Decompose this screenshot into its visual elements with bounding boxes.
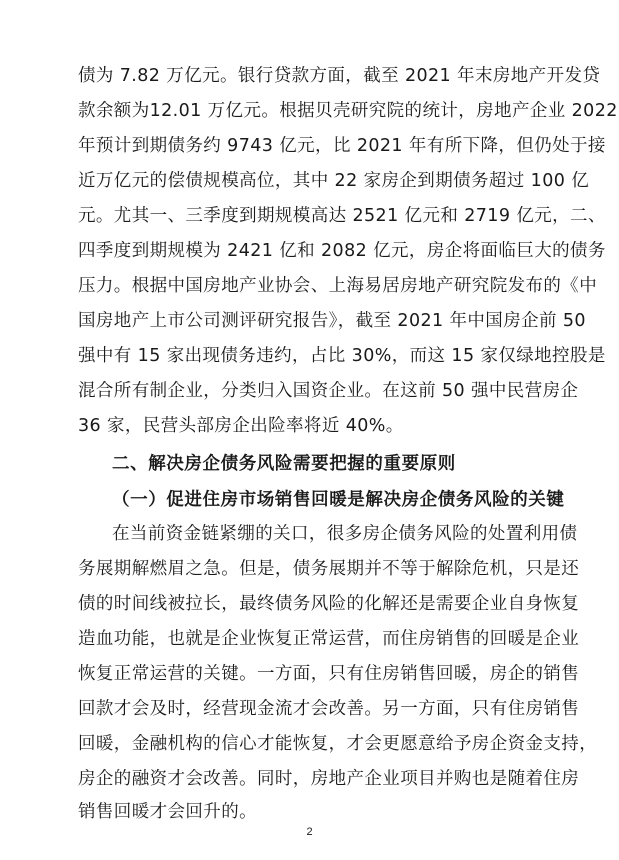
text-line: 回暖，金融机构的信心才能恢复，才会更愿意给予房企资金支持， <box>78 734 598 754</box>
text-line: 回款才会及时，经营现金流才会改善。另一方面，只有住房销售 <box>78 699 580 719</box>
text-line: 销售回暖才会回升的。 <box>78 802 257 822</box>
text-line: 近万亿元的偿债规模高位，其中 22 家房企到期债务超过 100 亿 <box>78 171 590 191</box>
text-line: 房企的融资才会改善。同时，房地产企业项目并购也是随着住房 <box>78 769 580 789</box>
text-line: 强中有 15 家出现债务违约，占比 30%，而这 15 家仅绿地控股是 <box>78 346 606 366</box>
text-line: 在当前资金链紧绷的关口，很多房企债务风险的处置利用债 <box>112 524 578 544</box>
text-line: 务展期解燃眉之急。但是，债务展期并不等于解除危机，只是还 <box>78 559 580 579</box>
text-line: 款余额为12.01 万亿元。根据贝壳研究院的统计，房地产企业 2022 <box>78 101 618 121</box>
text-line: 国房地产上市公司测评研究报告》，截至 2021 年中国房企前 50 <box>78 311 586 331</box>
text-line: 恢复正常运营的关键。一方面，只有住房销售回暖，房企的销售 <box>78 664 580 684</box>
text-line: 36 家，民营头部房企出险率将近 40%。 <box>78 416 404 436</box>
text-line: 债为 7.82 万亿元。银行贷款方面，截至 2021 年末房地产开发贷 <box>78 66 601 86</box>
section-heading: 二、解决房企债务风险需要把握的重要原则 <box>112 454 456 474</box>
text-line: 造血功能，也就是企业恢复正常运营，而住房销售的回暖是企业 <box>78 629 580 649</box>
subsection-heading: （一）促进住房市场销售回暖是解决房企债务风险的关键 <box>112 490 565 510</box>
text-line: 债的时间线被拉长，最终债务风险的化解还是需要企业自身恢复 <box>78 594 580 614</box>
text-line: 年预计到期债务约 9743 亿元，比 2021 年有所下降，但仍处于接 <box>78 136 606 156</box>
text-line: 压力。根据中国房地产业协会、上海易居房地产研究院发布的《中 <box>78 276 598 296</box>
text-line: 混合所有制企业，分类归入国资企业。在这前 50 强中民营房企 <box>78 381 579 401</box>
text-line: 四季度到期规模为 2421 亿和 2082 亿元，房企将面临巨大的债务 <box>78 241 606 261</box>
text-line: 元。尤其一、三季度到期规模高达 2521 亿元和 2719 亿元，二、 <box>78 206 606 226</box>
page-number: 2 <box>306 826 313 838</box>
